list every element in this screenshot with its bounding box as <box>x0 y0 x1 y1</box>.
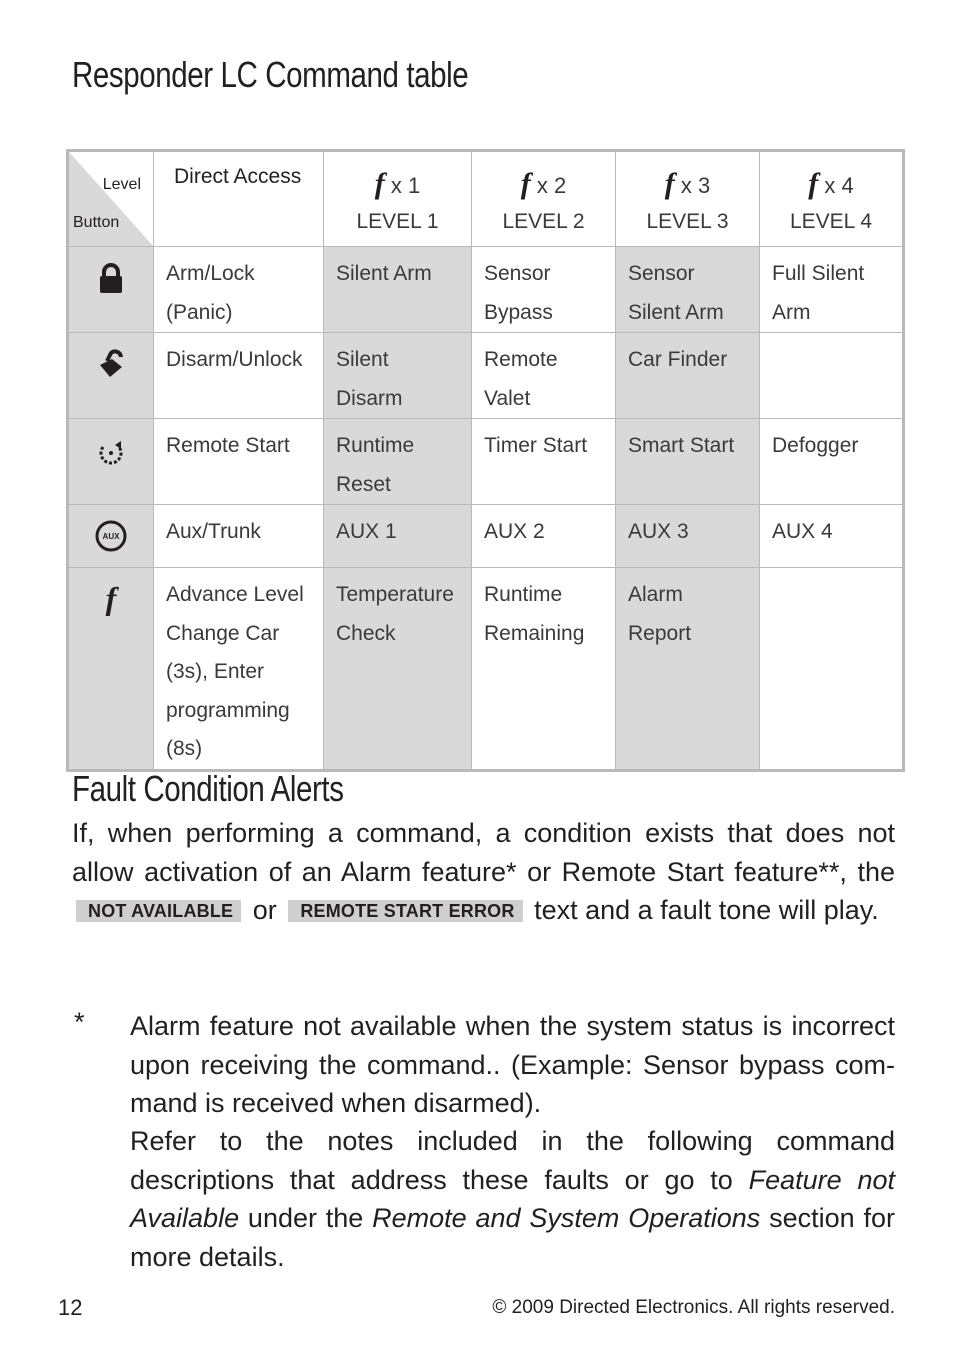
level-4-cell: AUX 4 <box>760 505 904 568</box>
direct-access-header: Direct Access <box>154 151 324 247</box>
footnote-text: Alarm feature not available when the system status is incorrect upon receiving the command.. (Example: Sensor bypass com-mand is received when disarmed). <box>130 1011 895 1118</box>
feature-not-available-ref: Feature not Available <box>130 1164 895 1233</box>
table-row <box>68 333 904 419</box>
button-cell <box>68 333 154 419</box>
table-row <box>68 505 904 568</box>
level-3-cell: Smart Start <box>616 419 760 505</box>
unlock-icon <box>98 347 124 379</box>
footnote-marker: * <box>74 1007 85 1037</box>
svg-text:AUX: AUX <box>102 532 120 541</box>
corner-button-label: Button <box>73 214 120 231</box>
function-icon: f <box>520 167 531 200</box>
remote-system-operations-ref: Remote and System Operations <box>372 1203 761 1233</box>
level-1-cell: Temperature Check <box>324 568 472 771</box>
level-4-cell: Defogger <box>760 419 904 505</box>
level-2-cell: Remote Valet <box>472 333 616 419</box>
level-3-header: f x 3 LEVEL 3 <box>616 151 760 247</box>
command-table <box>66 149 905 772</box>
copyright: © 2009 Directed Electronics. All rights reserved. <box>492 1297 895 1318</box>
direct-cell: Advance Level Change Car (3s), Enter programming (8s) <box>154 568 324 771</box>
direct-cell: Remote Start <box>154 419 324 505</box>
table-row <box>68 247 904 333</box>
direct-cell: Aux/Trunk <box>154 505 324 568</box>
level-3-cell: Sensor Silent Arm <box>616 247 760 333</box>
page-number: 12 <box>58 1295 83 1320</box>
button-cell <box>68 505 154 568</box>
aux-icon <box>94 519 128 553</box>
direct-cell: Arm/Lock (Panic) <box>154 247 324 333</box>
page-title: Responder LC Command table <box>72 54 469 95</box>
level-3-cell: Alarm Report <box>616 568 760 771</box>
level-4-cell <box>760 333 904 419</box>
level-2-cell: Runtime Remaining <box>472 568 616 771</box>
function-icon: f <box>374 167 385 200</box>
not-available-badge: NOT AVAILABLE <box>76 900 241 922</box>
section-title: Fault Condition Alerts <box>72 768 344 809</box>
button-cell <box>68 247 154 333</box>
level-1-cell: Runtime Reset <box>324 419 472 505</box>
remote-start-icon <box>97 439 125 465</box>
button-cell <box>68 419 154 505</box>
function-icon: f <box>105 580 117 616</box>
level-4-cell: Full Silent Arm <box>760 247 904 333</box>
fault-paragraph: If, when performing a command, a condition exists that does not allow activation of an Alarm feature* or Remote Start feature**, the NOT AVAILABLE or REMOTE START ERROR text and a fault tone will play. <box>72 818 895 925</box>
level-2-header: f x 2 LEVEL 2 <box>472 151 616 247</box>
level-1-cell: Silent Arm <box>324 247 472 333</box>
corner-level-label: Level <box>102 176 141 193</box>
table-header-row <box>68 151 904 247</box>
table-row <box>68 419 904 505</box>
level-3-cell: AUX 3 <box>616 505 760 568</box>
function-icon: f <box>664 167 675 200</box>
table-row <box>68 568 904 771</box>
function-icon: f <box>808 167 819 200</box>
level-2-cell: Timer Start <box>472 419 616 505</box>
level-1-cell: AUX 1 <box>324 505 472 568</box>
level-3-cell: Car Finder <box>616 333 760 419</box>
lock-icon <box>98 263 124 295</box>
level-4-header: f x 4 LEVEL 4 <box>760 151 904 247</box>
level-1-header: f x 1 LEVEL 1 <box>324 151 472 247</box>
level-4-cell <box>760 568 904 771</box>
corner-header <box>68 151 154 247</box>
level-2-cell: AUX 2 <box>472 505 616 568</box>
footnote-reference: Refer to the notes included in the following command descriptions that address these faults or go to Feature not Available under the Remote and System Operations section for more details. <box>130 1126 895 1272</box>
level-2-cell: Sensor Bypass <box>472 247 616 333</box>
remote-start-error-badge: REMOTE START ERROR <box>288 900 522 922</box>
direct-cell: Disarm/Unlock <box>154 333 324 419</box>
level-1-cell: Silent Disarm <box>324 333 472 419</box>
button-cell <box>68 568 154 771</box>
